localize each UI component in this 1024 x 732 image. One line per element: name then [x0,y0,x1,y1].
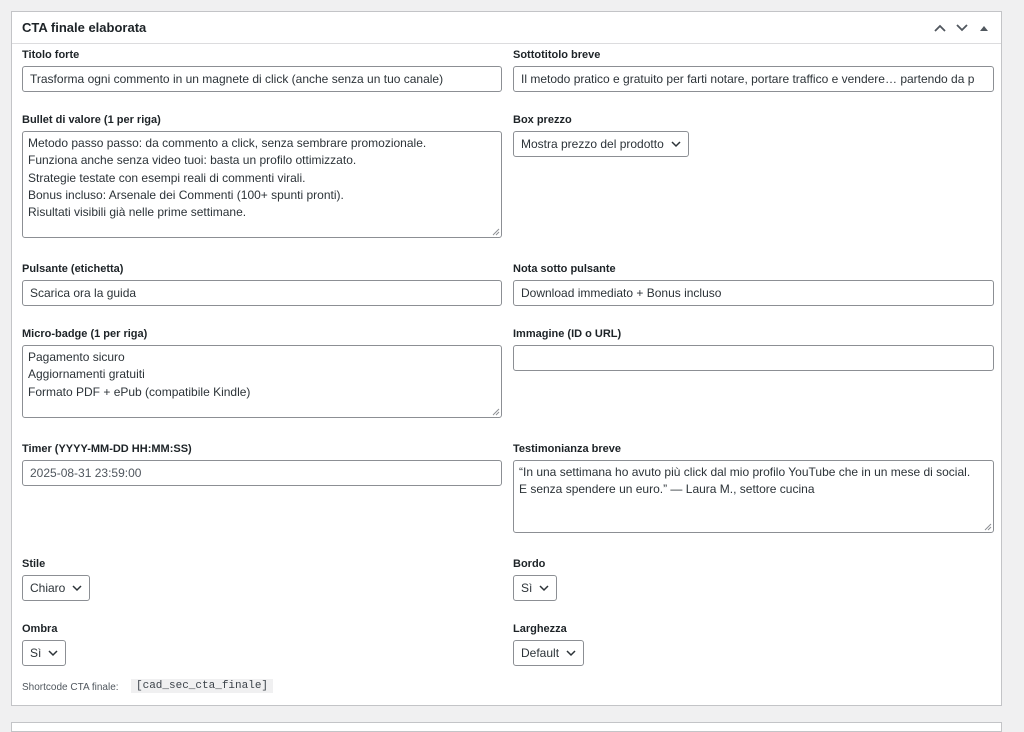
resize-grip-icon[interactable] [984,523,992,531]
chevron-down-icon [48,650,58,657]
box-prezzo-value: Mostra prezzo del prodotto [521,137,664,151]
chevron-down-icon [566,650,576,657]
toggle-panel-button[interactable] [973,12,995,43]
titolo-label: Titolo forte [22,49,80,61]
testimonianza-label: Testimonianza breve [513,443,621,455]
metabox-header [12,12,1001,44]
bullet-line: Metodo passo passo: da commento a click, senza sembrare promozionale. [28,136,427,150]
shortcode-label: Shortcode CTA finale: [22,682,119,693]
bullet-label: Bullet di valore (1 per riga) [22,114,161,126]
nota-input[interactable]: Download immediato + Bonus incluso [513,280,994,306]
ombra-select[interactable] [22,640,66,666]
stile-value: Chiaro [30,581,66,595]
chevron-down-icon [72,585,82,592]
timer-input[interactable]: 2025-08-31 23:59:00 [22,460,502,486]
bullet-line: Funziona anche senza video tuoi: basta un profilo ottimizzato. [28,153,357,168]
testimonianza-textarea[interactable] [513,460,994,533]
shortcode-code: [cad_sec_cta_finale] [131,679,273,693]
box-prezzo-select[interactable] [513,131,689,157]
titolo-input[interactable]: Trasforma ogni commento in un magnete di click (anche senza un tuo canale) [22,66,502,92]
immagine-label: Immagine (ID o URL) [513,328,622,340]
bullet-textarea[interactable] [22,131,502,238]
larghezza-label: Larghezza [513,623,567,635]
ombra-label: Ombra [22,623,58,635]
bullet-line: Bonus incluso: Arsenale dei Commenti (100+ spunti pronti). [28,187,344,202]
stile-select[interactable] [22,575,90,601]
chevron-down-icon [671,141,681,148]
micro-badge-textarea[interactable] [22,345,502,418]
micro-badge-line: Pagamento sicuro [28,350,125,364]
move-down-button[interactable] [951,12,973,43]
ombra-value: Sì [30,646,42,660]
bordo-select[interactable] [513,575,557,601]
caret-up-icon [980,25,988,31]
cta-finale-metabox [11,11,1002,706]
stile-label: Stile [22,558,46,570]
testimonianza-line: “In una settimana ho avuto più click dal mio profilo YouTube che in un mese di social. [519,465,971,479]
chevron-up-icon [934,24,946,32]
next-metabox-edge [11,722,1002,732]
pulsante-label: Pulsante (etichetta) [22,263,124,275]
bullet-line: Strategie testate con esempi reali di commenti virali. [28,170,306,185]
chevron-down-icon [539,585,549,592]
box-prezzo-label: Box prezzo [513,114,572,126]
sottotitolo-input[interactable]: Il metodo pratico e gratuito per farti notare, portare traffico e vendere… partendo da p [513,66,994,92]
pulsante-input[interactable]: Scarica ora la guida [22,280,502,306]
metabox-title: CTA finale elaborata [22,20,147,35]
micro-badge-line: Aggiornamenti gratuiti [28,367,145,382]
timer-label: Timer (YYYY-MM-DD HH:MM:SS) [22,443,192,455]
sottotitolo-label: Sottotitolo breve [513,49,601,61]
micro-badge-label: Micro-badge (1 per riga) [22,328,148,340]
nota-label: Nota sotto pulsante [513,263,616,275]
handle-actions [929,12,995,43]
resize-grip-icon[interactable] [492,228,500,236]
move-up-button[interactable] [929,12,951,43]
immagine-input[interactable] [513,345,994,371]
resize-grip-icon[interactable] [492,408,500,416]
micro-badge-line: Formato PDF + ePub (compatibile Kindle) [28,384,251,399]
chevron-down-icon [956,24,968,32]
testimonianza-line: E senza spendere un euro.” — Laura M., settore cucina [519,482,815,497]
bordo-value: Sì [521,581,533,595]
larghezza-select[interactable] [513,640,584,666]
bullet-line: Risultati visibili già nelle prime settimane. [28,205,247,220]
larghezza-value: Default [521,646,560,660]
bordo-label: Bordo [513,558,546,570]
